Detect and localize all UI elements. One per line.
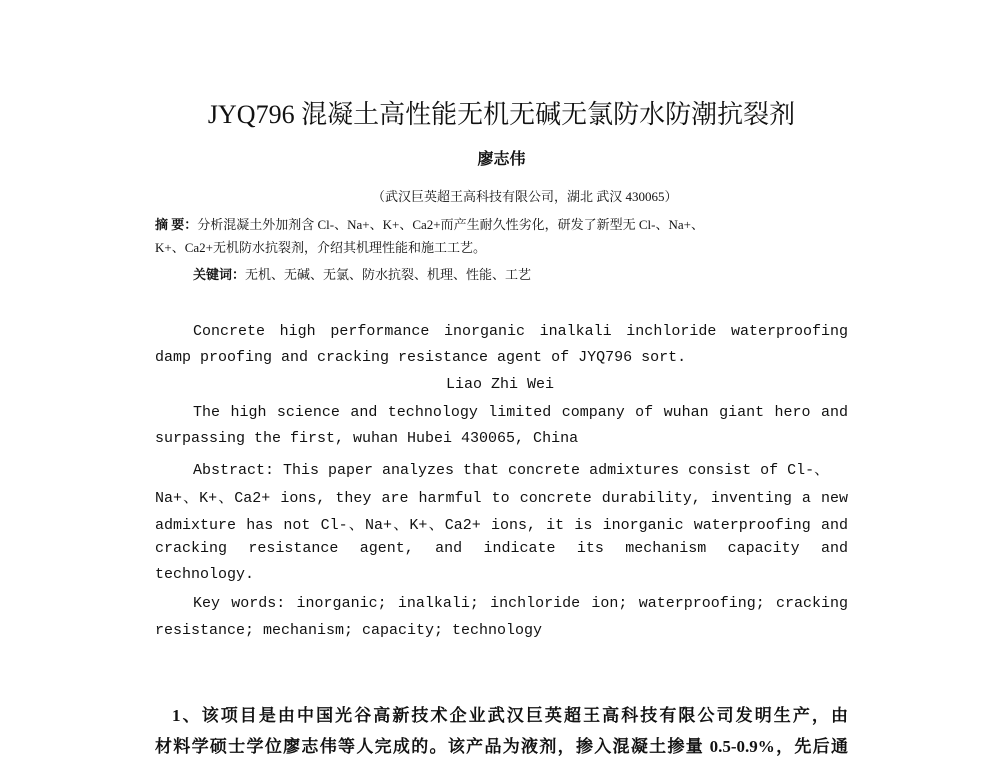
abstract-label: 摘 要：	[155, 217, 198, 232]
en-abstract-line1: Abstract: This paper analyzes that concrete admixtures consist of Cl-、	[193, 462, 830, 479]
abstract-cn-text: 分析混凝土外加剂含 Cl-、Na+、K+、Ca2+而产生耐久性劣化，研发了新型无 Cl-、Na+、	[197, 217, 704, 232]
en-keywords-line1: Key words: inorganic; inalkali; inchloride ion; waterproofing; cracking	[193, 595, 848, 612]
en-title-line2: damp proofing and cracking resistance agent of JYQ796 sort.	[155, 349, 687, 366]
en-title-line1: Concrete high performance inorganic inalkali inchloride waterproofing	[193, 323, 848, 340]
abstract-cn-line2: K+、Ca2+无机防水抗裂剂，介绍其机理性能和施工工艺。	[155, 240, 486, 255]
abstract-cn-line1	[155, 214, 848, 233]
en-keywords-line2: resistance; mechanism; capacity; technology	[155, 622, 543, 639]
en-author: Liao Zhi Wei	[445, 376, 555, 393]
en-abstract-line4: cracking resistance agent, and indicate its mechanism capacity and	[155, 540, 848, 557]
affiliation: （武汉巨英超王高科技有限公司，湖北 武汉 430065）	[372, 189, 678, 204]
keywords-cn	[193, 264, 886, 283]
keywords-cn-text: 无机、无碱、无氯、防水抗裂、机理、性能、工艺	[245, 267, 532, 282]
en-abstract-line3: admixture has not Cl-、Na+、K+、Ca2+ ions, it is inorganic waterproofing and	[155, 517, 848, 534]
en-abstract-line5: technology.	[155, 566, 255, 583]
en-abstract-line2: Na+、K+、Ca2+ ions, they are harmful to concrete durability, inventing a new	[155, 490, 848, 507]
author: 廖志伟	[477, 151, 526, 168]
keywords-label: 关键词：	[193, 267, 246, 282]
en-affiliation-line1: The high science and technology limited company of wuhan giant hero and	[193, 404, 848, 421]
en-affiliation-line2: surpassing the first, wuhan Hubei 430065, China	[155, 430, 579, 447]
body-line2: 材料学硕士学位廖志伟等人完成的。该产品为液剂，掺入混凝土掺量 0.5-0.9%，先后通	[155, 737, 848, 756]
paper-title: JYQ796 混凝土高性能无机无碱无氯防水防潮抗裂剂	[207, 100, 796, 129]
body-line1: 1、该项目是由中国光谷高新技术企业武汉巨英超王高科技有限公司发明生产，由	[172, 706, 848, 725]
